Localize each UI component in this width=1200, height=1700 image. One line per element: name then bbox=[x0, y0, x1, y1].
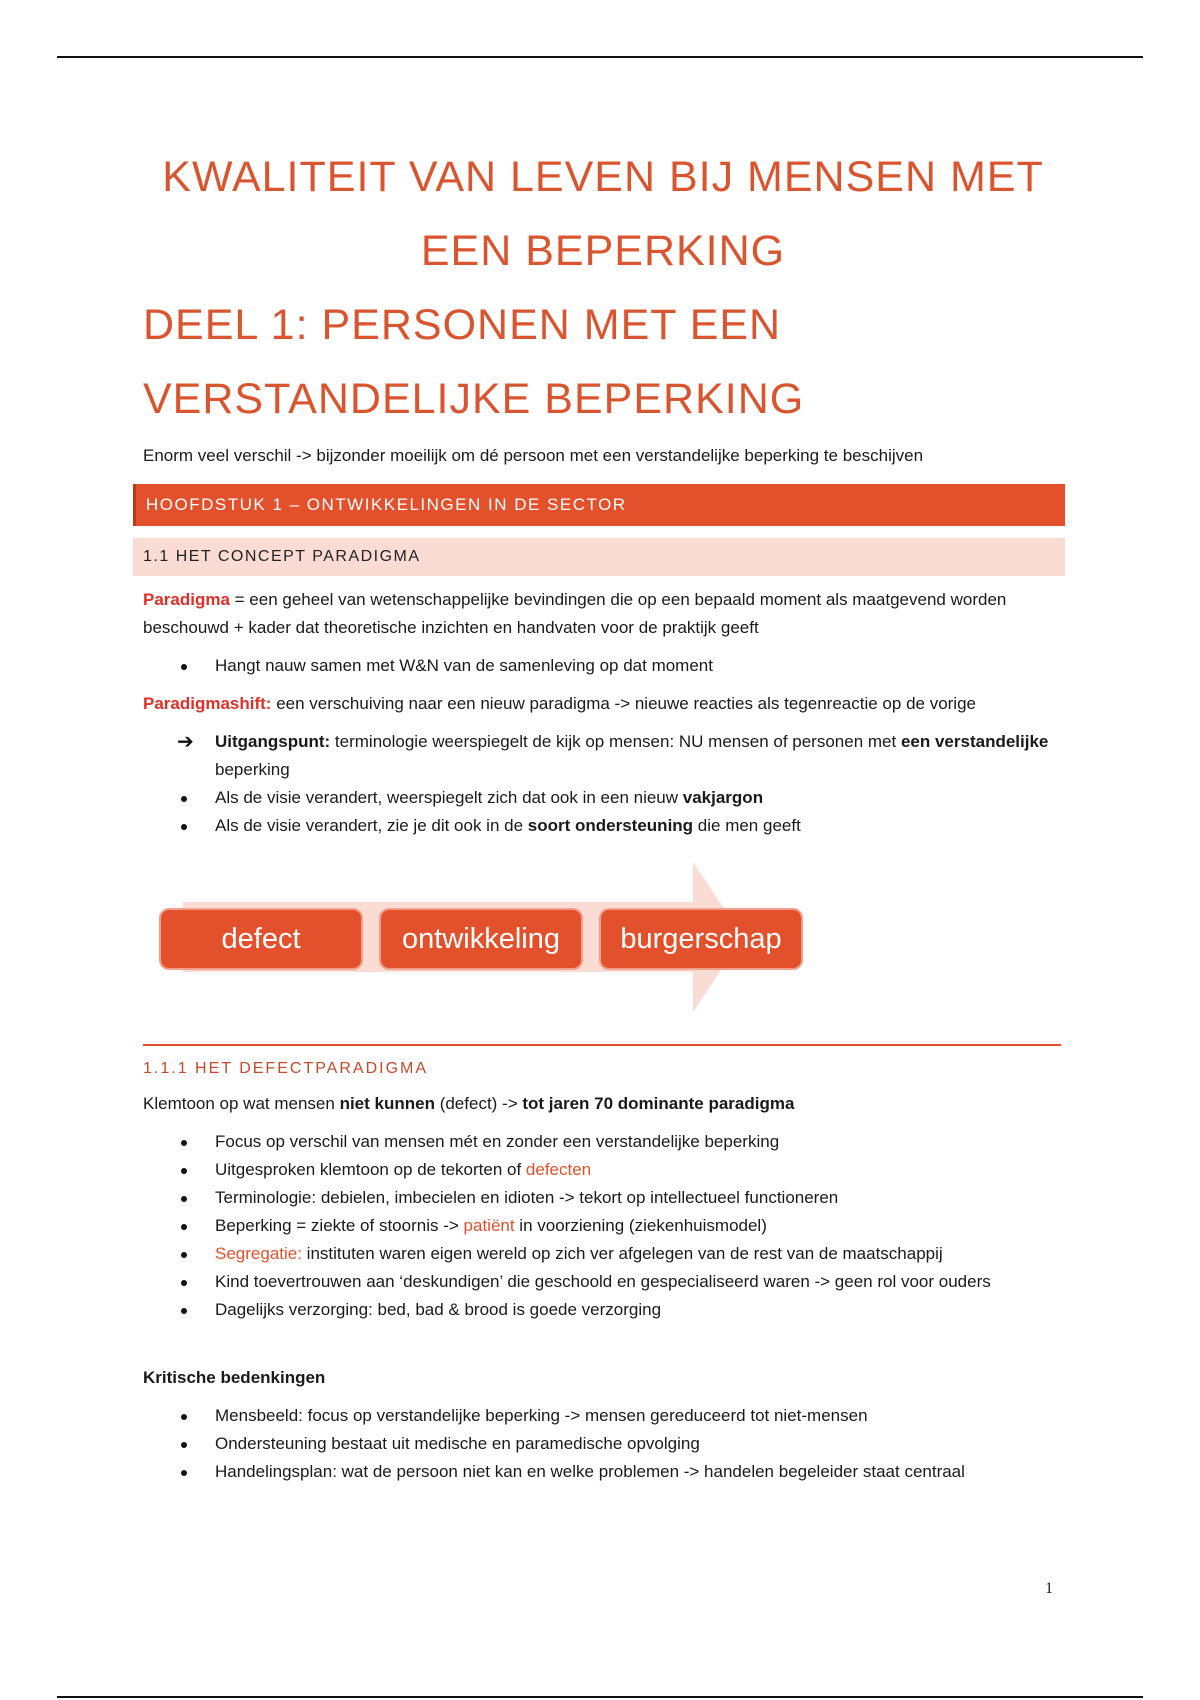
document-title bbox=[143, 140, 1063, 288]
bullet-icon bbox=[181, 1280, 187, 1286]
part-title-line-2: VERSTANDELIJKE BEPERKING bbox=[143, 375, 805, 423]
defect-lead: Klemtoon op wat mensen niet kunnen (defect) -> tot jaren 70 dominante paradigma bbox=[143, 1094, 795, 1113]
paradigma-definition bbox=[143, 586, 1063, 642]
paradigmashift-text: een verschuiving naar een nieuw paradigma -> nieuwe reacties als tegenreactie op de vorige bbox=[271, 694, 976, 713]
list-item: Ondersteuning bestaat uit medische en paramedische opvolging bbox=[143, 1430, 1063, 1458]
bullet-icon bbox=[181, 1470, 187, 1476]
paradigmashift-definition bbox=[143, 690, 1063, 718]
subsection-rule bbox=[143, 1044, 1061, 1046]
list-item: Als de visie verandert, zie je dit ook in de soort ondersteuning die men geeft bbox=[143, 812, 1063, 840]
step-ontwikkeling: ontwikkeling bbox=[381, 910, 581, 968]
top-rule bbox=[57, 56, 1143, 58]
bullet-icon bbox=[181, 1140, 187, 1146]
list-item: Focus op verschil van mensen mét en zonder een verstandelijke beperking bbox=[143, 1128, 1063, 1156]
bullet-icon bbox=[181, 1308, 187, 1314]
list-item: Hangt nauw samen met W&N van de samenleving op dat moment bbox=[143, 652, 1063, 680]
bullet-icon bbox=[181, 1168, 187, 1174]
list-item: Beperking = ziekte of stoornis -> patiënt in voorziening (ziekenhuismodel) bbox=[143, 1212, 1063, 1240]
step-burgerschap: burgerschap bbox=[601, 910, 801, 968]
paradigma-list bbox=[143, 652, 1063, 680]
paradigmashift-list bbox=[143, 728, 1063, 840]
part-title-line-1: DEEL 1: PERSONEN MET EEN bbox=[143, 301, 782, 349]
list-item: Dagelijks verzorging: bed, bad & brood is goede verzorging bbox=[143, 1296, 1063, 1324]
bullet-icon bbox=[181, 1224, 187, 1230]
paradigm-process-diagram bbox=[143, 862, 1063, 1032]
bullet-icon bbox=[181, 1252, 187, 1258]
list-item: Terminologie: debielen, imbecielen en idioten -> tekort op intellectueel functioneren bbox=[143, 1184, 1063, 1212]
bullet-icon bbox=[181, 1414, 187, 1420]
list-item: Handelingsplan: wat de persoon niet kan en welke problemen -> handelen begeleider staat centraal bbox=[143, 1458, 1063, 1486]
list-item: Als de visie verandert, weerspiegelt zich dat ook in een nieuw vakjargon bbox=[143, 784, 1063, 812]
bullet-icon bbox=[181, 664, 187, 670]
chapter-heading: HOOFDSTUK 1 – ONTWIKKELINGEN IN DE SECTOR bbox=[133, 484, 1065, 526]
list-item: Mensbeeld: focus op verstandelijke beperking -> mensen gereduceerd tot niet-mensen bbox=[143, 1402, 1063, 1430]
part-title bbox=[143, 288, 1063, 436]
title-line-2: EEN BEPERKING bbox=[420, 227, 786, 275]
intro-paragraph: Enorm veel verschil -> bijzonder moeilijk om dé persoon met een verstandelijke beperking te beschijven bbox=[143, 446, 924, 465]
paradigmashift-term: Paradigmashift: bbox=[143, 694, 272, 713]
bullet-icon bbox=[181, 824, 187, 830]
page-number: 1 bbox=[1045, 1580, 1053, 1597]
critical-list bbox=[143, 1402, 1063, 1486]
arrow-right-icon: ➔ bbox=[177, 731, 194, 753]
section-heading: 1.1 HET CONCEPT PARADIGMA bbox=[133, 538, 1065, 576]
list-item: Segregatie: instituten waren eigen wereld op zich ver afgelegen van de rest van de maatschappij bbox=[143, 1240, 1063, 1268]
list-item: Kind toevertrouwen aan ‘deskundigen’ die geschoold en gespecialiseerd waren -> geen rol voor ouders bbox=[143, 1268, 1063, 1296]
title-line-1: KWALITEIT VAN LEVEN BIJ MENSEN MET bbox=[162, 153, 1044, 201]
bullet-icon bbox=[181, 796, 187, 802]
document-page bbox=[143, 140, 1063, 1486]
paradigma-term: Paradigma bbox=[143, 590, 230, 609]
list-item: Uitgesproken klemtoon op de tekorten of defecten bbox=[143, 1156, 1063, 1184]
bullet-icon bbox=[181, 1196, 187, 1202]
paradigma-text: = een geheel van wetenschappelijke bevindingen die op een bepaald moment als maatgevend worden beschouwd + kader dat theoretische inzichten en handvaten voor de praktijk geeft bbox=[143, 590, 1007, 637]
subsection-heading: 1.1.1 HET DEFECTPARADIGMA bbox=[143, 1060, 429, 1077]
bottom-rule bbox=[57, 1696, 1143, 1698]
critical-heading: Kritische bedenkingen bbox=[143, 1368, 326, 1387]
bullet-icon bbox=[181, 1442, 187, 1448]
defect-list bbox=[143, 1128, 1063, 1324]
list-item: ➔ Uitgangspunt: terminologie weerspiegelt de kijk op mensen: NU mensen of personen met een verstandelijke beperking bbox=[143, 728, 1063, 784]
step-defect: defect bbox=[161, 910, 361, 968]
